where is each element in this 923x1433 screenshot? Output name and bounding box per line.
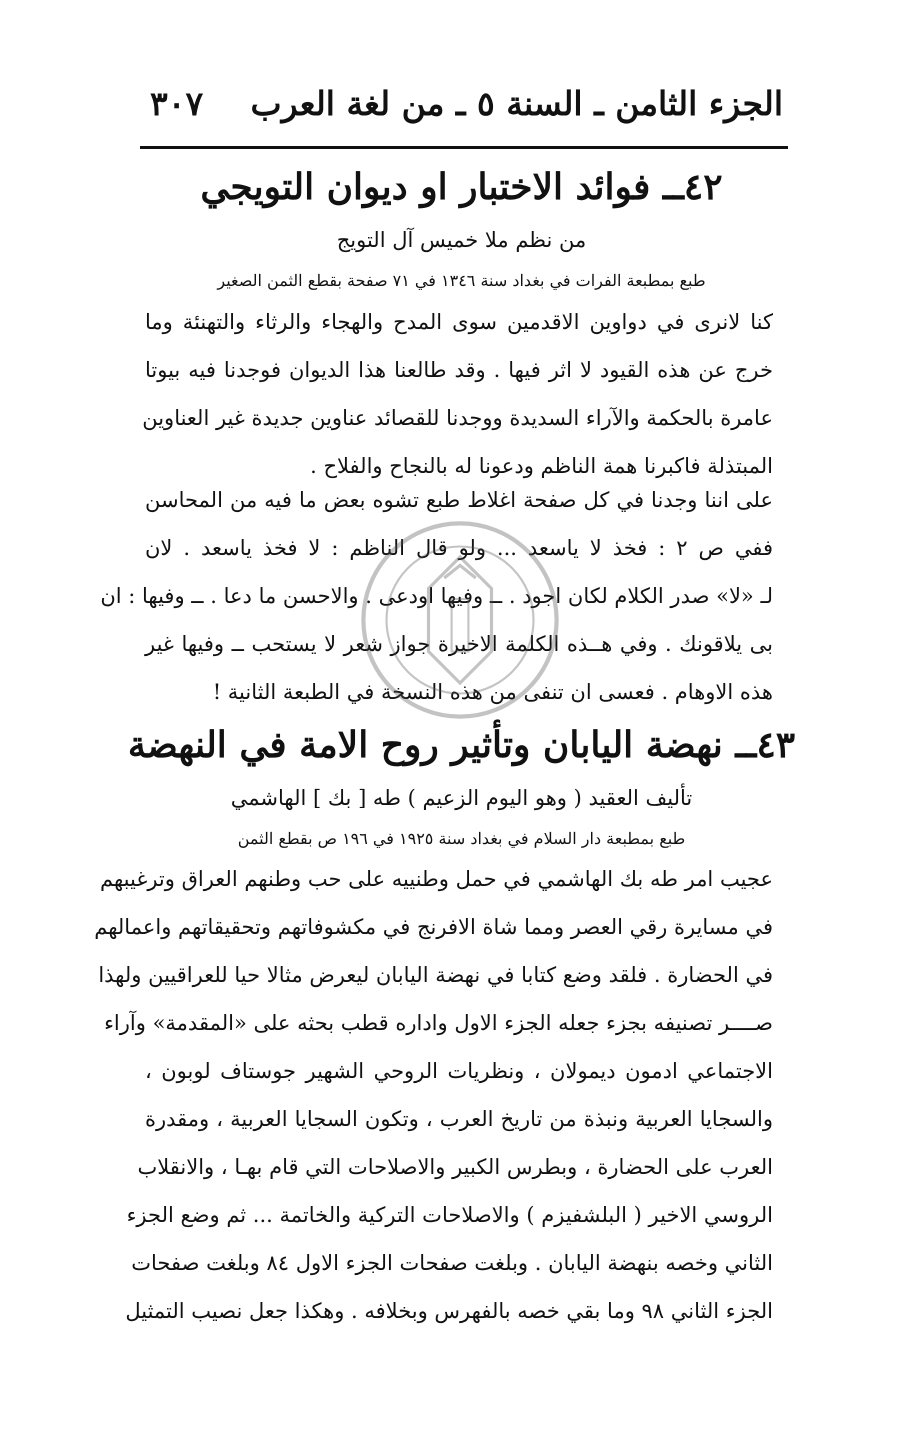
section-43-paragraph-1 [94,855,773,1335]
text-line: والسجايا العربية ونبذة من تاريخ العرب ، وتكون السجايا العربية ، ومقدرة [145,1107,773,1131]
section-42-paragraph-1 [142,298,773,490]
text-line: ففي ص ٢ : فخذ لا ياسعد ... ولو قال الناظم : لا فخذ ياسعد . لان [145,536,774,560]
page-number: ٣٠٧ [150,84,204,123]
text-line: بى يلاقونك . وفي هــذه الكلمة الاخيرة جواز شعر لا يستحب ــ وفيها غير [145,632,773,656]
section-43-byline: تأليف العقيد ( وهو اليوم الزعيم ) طه [ بك ] الهاشمي [230,786,693,810]
text-line: الجزء الثاني ٩٨ وما بقي خصه بالفهرس وبخلافه . وهكذا جعل نصيب التمثيل [125,1299,773,1323]
text-line: لـ «لا» صدر الكلام لكان اجود . ــ وفيها اودعى . والاحسن ما دعا . ــ وفيها : ان [100,584,773,608]
section-42-byline: من نظم ملا خميس آل التويج [336,228,587,252]
text-line: في الحضارة . فلقد وضع كتابا في نهضة اليابان ليعرض مثالا حيا للعراقيين ولهذا [98,963,773,987]
text-line: على اننا وجدنا في كل صفحة اغلاط طبع تشوه بعض ما فيه من المحاسن [145,488,773,512]
text-line: خرج عن هذه القيود لا اثر فيها . وقد طالعنا هذا الديوان فوجدنا فيه بيوتا [145,358,773,382]
text-line: في مسايرة رقي العصر ومما شاة الافرنج في مكشوفاتهم وتحقيقاتهم واعمالهم [94,915,773,939]
running-head [150,78,783,138]
text-line: هذه الاوهام . فعسى ان تنفى من هذه النسخة في الطبعة الثانية ! [212,680,773,704]
text-line: صــــر تصنيفه بجزء جعله الجزء الاول واداره قطب بحثه على «المقدمة» وآراء [104,1011,773,1035]
section-43-title: ٤٣ــ نهضة اليابان وتأثير روح الامة في النهضة [127,724,796,766]
text-line: العرب على الحضارة ، وبطرس الكبير والاصلاحات التي قام بهـا ، والانقلاب [137,1155,773,1179]
text-line: الثاني وخصه بنهضة اليابان . وبلغت صفحات الجزء الاول ٨٤ وبلغت صفحات [131,1251,773,1275]
text-line: الاجتماعي ادمون ديمولان ، ونظريات الروحي الشهير جوستاف لوبون ، [145,1059,773,1083]
text-line: كنا لانرى في دواوين الاقدمين سوى المدح والهجاء والرثاء والتهنئة وما [145,310,773,334]
text-line: عجيب امر طه بك الهاشمي في حمل وطنييه على حب وطنهم العراق وترغيبهم [100,867,773,891]
section-43-pubinfo: طبع بمطبعة دار السلام في بغداد سنة ١٩٢٥ في ١٩٦ ص بقطع الثمن [237,829,686,848]
running-head-title: الجزء الثامن ـ السنة ٥ ـ من لغة العرب [250,84,783,123]
library-seal-watermark [355,515,565,725]
section-42-title: ٤٢ــ فوائد الاختبار او ديوان التويجي [200,166,723,208]
text-line: الروسي الاخير ( البلشفيزم ) والاصلاحات التركية والخاتمة ... ثم وضع الجزء [126,1203,773,1227]
section-42-pubinfo: طبع بمطبعة الفرات في بغداد سنة ١٣٤٦ في ٧١ صفحة بقطع الثمن الصغير [217,271,706,290]
header-rule [140,146,788,149]
text-line: عامرة بالحكمة والآراء السديدة ووجدنا للقصائد عناوين جديدة غير العناوين [142,406,773,430]
text-line: المبتذلة فاكبرنا همة الناظم ودعونا له بالنجاح والفلاح . [310,454,773,478]
